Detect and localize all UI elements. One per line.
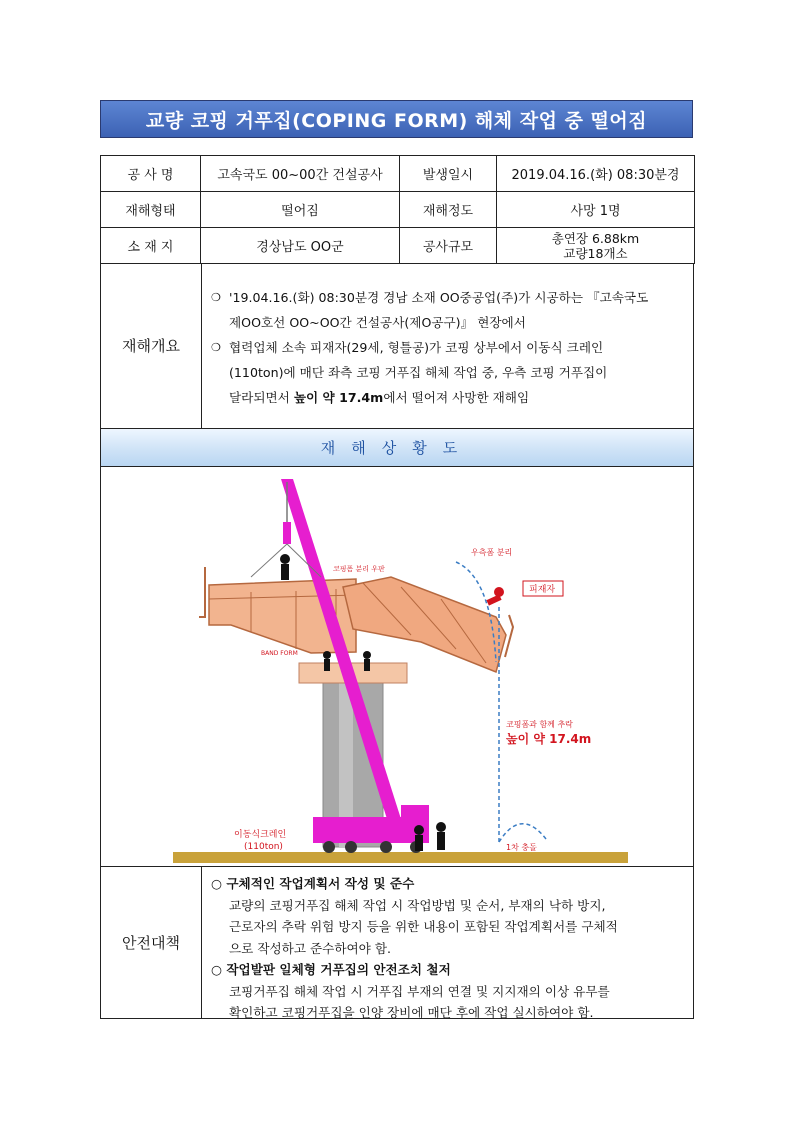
victim-figure (486, 587, 504, 606)
label-victim: 피재자 (529, 585, 556, 595)
label-crane-2: (110ton) (244, 842, 283, 852)
truck-wheel (380, 841, 392, 853)
date-label: 발생일시 (400, 156, 497, 192)
left-form-rail (199, 567, 205, 617)
safety-para-1-line2: 근로자의 추락 위험 방지 등을 위한 내용이 포함된 작업계획서를 구체적 (229, 919, 618, 934)
bullet-marker: ❍ (211, 341, 221, 354)
worker-figure (280, 554, 290, 580)
safety-heading-2 (211, 959, 693, 981)
overview-b2-line3 (229, 385, 607, 410)
label-impact: 1차 충돌 (506, 843, 537, 852)
overview-fall-height: 높이 약 17.4m (293, 390, 384, 405)
scale-label: 공사규모 (400, 228, 497, 264)
safety-heading-2-text: 작업발판 일체형 거푸집의 안전조치 철저 (226, 962, 451, 977)
safety-text (211, 873, 693, 1024)
project-label: 공 사 명 (101, 156, 201, 192)
safety-para-2-line1: 코핑거푸집 해체 작업 시 거푸집 부재의 연결 및 지지재의 이상 유무를 (229, 983, 610, 999)
safety-heading-1 (211, 873, 693, 895)
safety-para-1-line1: 교량의 코핑거푸집 해체 작업 시 작업방법 및 순서, 부재의 낙하 방지, (229, 897, 606, 913)
location-label: 소 재 지 (101, 228, 201, 264)
overview-label: 재해개요 (101, 263, 202, 428)
overview-text (211, 285, 686, 410)
accident-illustration (101, 467, 693, 866)
date-value: 2019.04.16.(화) 08:30분경 (497, 156, 695, 192)
overview-b2-line3-c: 에서 떨어져 사망한 재해임 (383, 390, 530, 405)
worker-figure (323, 651, 331, 671)
overview-b2-line1: 협력업체 소속 피재자(29세, 형틀공)가 코핑 상부에서 이동식 크레인 (229, 340, 604, 355)
truck-wheel (345, 841, 357, 853)
scale-length: 총연장 6.88km (551, 230, 640, 246)
accident-info-table (100, 155, 695, 264)
severity-value: 사망 1명 (497, 192, 695, 228)
project-value: 고속국도 00~00간 건설공사 (201, 156, 400, 192)
safety-measures (100, 867, 694, 1019)
accident-overview (100, 263, 694, 429)
worker-figure (436, 822, 446, 850)
label-right-separation: 우측폼 분리 (471, 548, 513, 557)
document-title: 교량 코핑 거푸집(COPING FORM) 해체 작업 중 떨어짐 (100, 100, 693, 138)
overview-b1-line2: 제OO호선 OO~OO간 건설공사(제O공구)』 현장에서 (229, 315, 526, 330)
type-value: 떨어짐 (201, 192, 400, 228)
worker-figure (414, 825, 424, 851)
overview-b2-line2: (110ton)에 매단 좌측 코핑 거푸집 해체 작업 중, 우측 코핑 거푸집이 (229, 365, 608, 380)
ground (173, 852, 628, 863)
severity-label: 재해정도 (400, 192, 497, 228)
overview-bullet-2 (211, 335, 686, 410)
scale-value (497, 228, 695, 264)
crane-hook-block (283, 522, 291, 544)
location-value: 경상남도 OO군 (201, 228, 400, 264)
circle-marker: ○ (211, 962, 222, 977)
label-crane-1: 이동식크레인 (234, 830, 287, 840)
bounce-path (499, 824, 546, 842)
circle-marker: ○ (211, 876, 222, 891)
label-fall-1: 코핑폼과 함께 추락 (506, 720, 573, 729)
safety-para-2-line2: 확인하고 코핑거푸집을 인양 장비에 매단 후에 작업 실시하여야 함. (229, 1005, 594, 1020)
crane-truck-body (313, 817, 413, 843)
label-form-separation: 코핑폼 분리 우판 (333, 565, 385, 573)
overview-b2-line3-a: 달라되면서 (229, 390, 294, 405)
overview-b1-line1: '19.04.16.(화) 08:30분경 경남 소재 OO중공업(주)가 시공하는 『고속국도 (229, 290, 649, 305)
accident-diagram (100, 467, 694, 867)
worker-figure (363, 651, 371, 671)
label-fall-height: 높이 약 17.4m (506, 732, 592, 746)
bullet-marker: ❍ (211, 291, 221, 304)
safety-para-1-line3: 으로 작성하고 준수하여야 함. (229, 940, 391, 956)
scale-bridges: 교량18개소 (563, 245, 628, 261)
diagram-section-header: 재해상황도 (100, 429, 694, 467)
truck-wheel (323, 841, 335, 853)
type-label: 재해형태 (101, 192, 201, 228)
safety-label: 안전대책 (101, 867, 202, 1018)
safety-heading-1-text: 구체적인 작업계획서 작성 및 준수 (226, 876, 415, 891)
overview-bullet-1 (211, 285, 686, 335)
label-band-form: BAND FORM (261, 650, 298, 657)
